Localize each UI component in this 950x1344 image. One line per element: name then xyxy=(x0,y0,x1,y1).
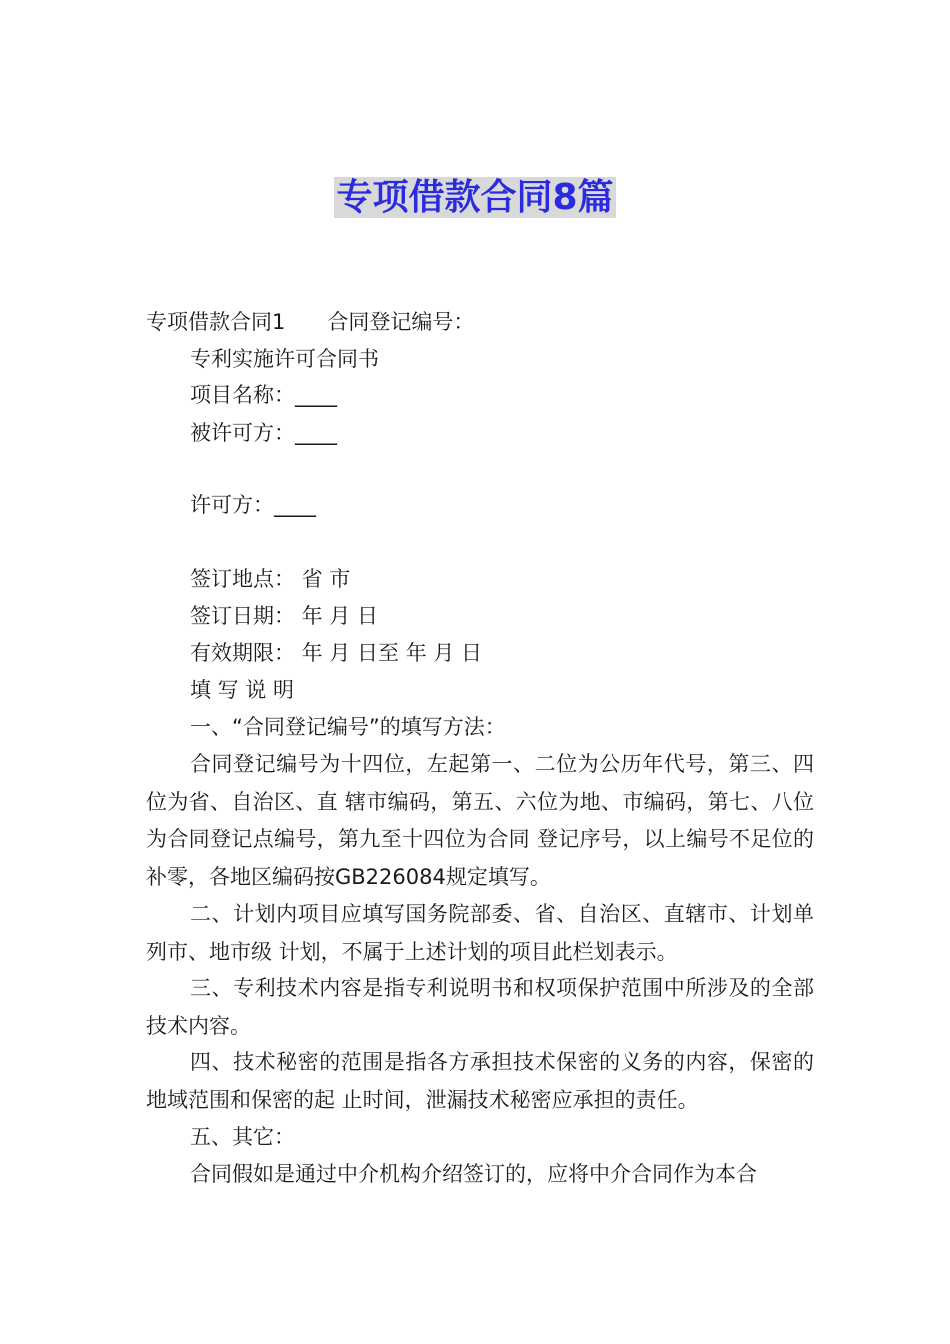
field-project-name: 项目名称：____ xyxy=(190,383,337,407)
field-licensee: 被许可方：____ xyxy=(190,421,337,445)
item5-heading: 五、其它： xyxy=(190,1125,295,1149)
paragraph-registration-number: 合同登记编号为十四位，左起第一、二位为公历年代号，第三、四位为省、自治区、直 辖市编码，第五、六位为地、市编码，第七、八位为合同登记点编号，第九至十四位为合同 登记序号，以上编号不足位的补零，各地区编码按GB226084规定填写。 xyxy=(146,752,814,889)
field-sign-date: 签订日期： 年 月 日 xyxy=(190,604,379,628)
instructions-heading: 填 写 说 明 xyxy=(190,678,295,702)
field-licensor: 许可方：____ xyxy=(190,493,316,517)
document-title: 专项借款合同8篇 xyxy=(336,177,614,218)
paragraph-patent-content: 三、专利技术内容是指专利说明书和权项保护范围中所涉及的全部技术内容。 xyxy=(146,976,814,1038)
last-line: 合同假如是通过中介机构介绍签订的，应将中介合同作为本合 xyxy=(190,1162,757,1186)
contract-heading-line: 专项借款合同1 合同登记编号： xyxy=(146,310,475,334)
paragraph-technical-secrets: 四、技术秘密的范围是指各方承担技术保密的义务的内容，保密的地域范围和保密的起 止时间，泄漏技术秘密应承担的责任。 xyxy=(146,1050,814,1112)
paragraph-plan-projects: 二、计划内项目应填写国务院部委、省、自治区、直辖市、计划单列市、地市级 计划，不属于上述计划的项目此栏划表示。 xyxy=(146,902,814,964)
field-validity-period: 有效期限： 年 月 日至 年 月 日 xyxy=(190,641,483,665)
item1-heading: 一、“合同登记编号”的填写方法： xyxy=(190,715,506,739)
contract-subtitle: 专利实施许可合同书 xyxy=(190,347,379,371)
field-sign-location: 签订地点： 省 市 xyxy=(190,567,351,591)
